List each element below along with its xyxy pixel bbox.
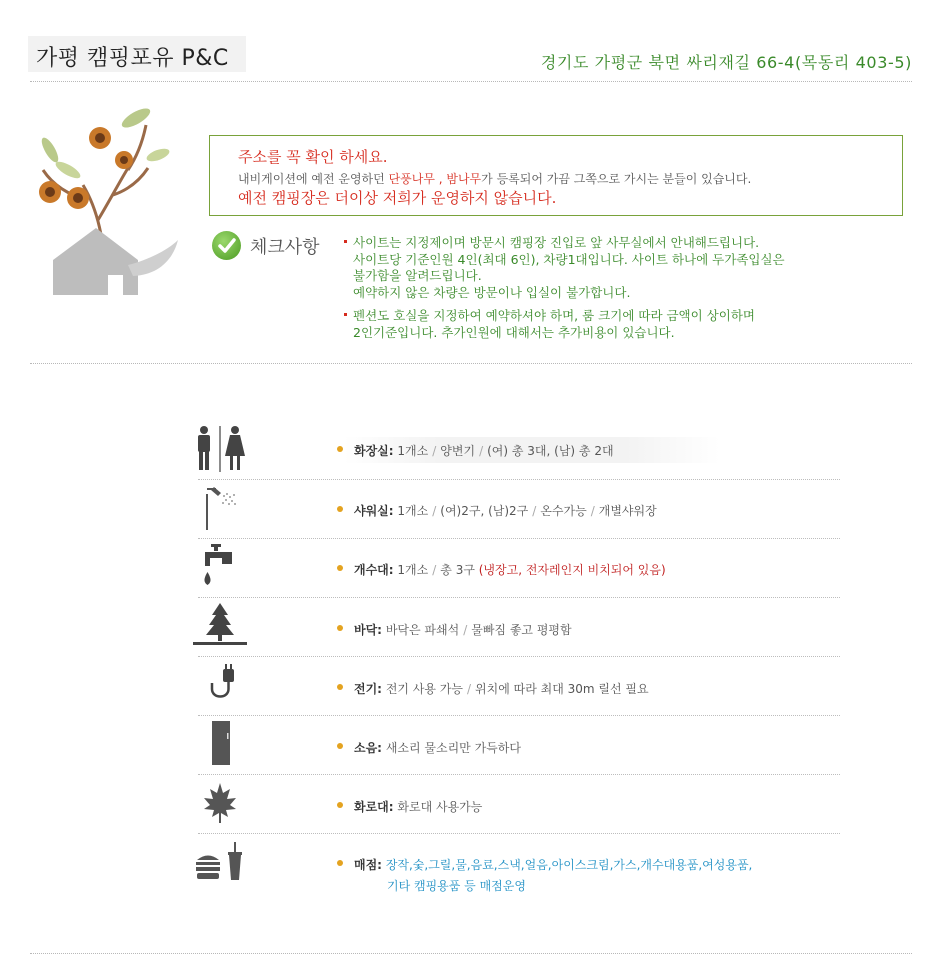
facility-electricity: 전기: 전기 사용 가능 / 위치에 따라 최대 30m 릴선 필요: [354, 682, 649, 696]
facility-detail: 바닥은 파쇄석: [385, 623, 460, 637]
notice-old-sites: 단풍나무 , 밤나무: [388, 172, 482, 186]
store-food-icon: [190, 840, 250, 892]
notice-heading: 주소를 꼭 확인 하세요.: [238, 148, 388, 166]
header-divider: [30, 81, 912, 82]
bullet-dot: [337, 684, 343, 690]
facility-detail: 물빠짐 좋고 평평함: [471, 623, 572, 637]
bullet-dot: [337, 743, 343, 749]
section-divider: [30, 363, 912, 364]
bullet: [344, 313, 347, 316]
tree-icon: [190, 601, 250, 653]
facility-detail: 1개소: [397, 444, 429, 458]
facility-ground: 바닥: 바닥은 파쇄석 / 물빠짐 좋고 평평함: [354, 623, 572, 637]
facility-detail: 위치에 따라 최대 30m 릴선 필요: [475, 682, 649, 696]
bullet-dot: [337, 625, 343, 631]
facility-label: 전기:: [354, 682, 382, 696]
facility-label: 개수대:: [354, 563, 394, 577]
facility-detail: (여)2구, (남)2구: [440, 504, 529, 518]
notice-warning: 예전 캠핑장은 더이상 저희가 운영하지 않습니다.: [238, 189, 557, 207]
bullet-dot: [337, 446, 343, 452]
chestnut-tree-illustration: [28, 100, 188, 300]
facility-detail: 온수가능: [540, 504, 587, 518]
shower-icon: [190, 484, 250, 536]
facility-label: 매점:: [354, 858, 382, 872]
facility-noise: [354, 739, 521, 756]
row-separator: [198, 479, 840, 480]
row-separator: [198, 715, 840, 716]
facility-detail: 새소리 물소리만 가득하다: [385, 741, 521, 755]
facility-label: 바닥:: [354, 623, 382, 637]
checklist-line: 펜션도 호실을 지정하여 예약하셔야 하며, 룸 크기에 따라 금액이 상이하며: [353, 308, 755, 323]
address-text: 경기도 가평군 북면 싸리재길 66-4(목동리 403-5): [540, 53, 912, 72]
facility-label: 화장실:: [354, 444, 394, 458]
bullet-dot: [337, 802, 343, 808]
facility-detail: 장작,숯,그릴,물,음료,스낵,얼음,아이스크림,가스,개수대용품,여성용품,: [385, 858, 753, 872]
row-separator: [198, 538, 840, 539]
plug-icon: [190, 661, 250, 713]
row-separator: [198, 597, 840, 598]
checklist-line: 사이트는 지정제이며 방문시 캠핑장 진입로 앞 사무실에서 안내해드립니다.: [353, 235, 760, 250]
facility-detail: (여) 총 3대, (남) 총 2대: [487, 444, 614, 458]
facility-detail: 양변기: [440, 444, 476, 458]
row-separator: [198, 774, 840, 775]
checklist-item-2: [353, 308, 755, 341]
maple-leaf-icon: [190, 779, 250, 831]
facility-store-line2: [387, 877, 526, 894]
facility-detail: 기타 캠핑용품 등 매점운영: [387, 879, 526, 893]
facility-detail: 총 3구: [440, 563, 475, 577]
row-separator: [198, 656, 840, 657]
bullet: [344, 240, 347, 243]
facility-detail: 화로대 사용가능: [397, 800, 483, 814]
door-icon: [190, 719, 250, 771]
facility-detail: 개별샤워장: [598, 504, 657, 518]
notice-box: [209, 135, 903, 216]
bullet-dot: [337, 565, 343, 571]
checklist-line: 사이트당 기준인원 4인(최대 6인), 차량1대입니다. 사이트 하나에 두가족입실은: [353, 251, 785, 267]
checklist-item-1: [353, 235, 785, 301]
notice-detail-post: 가 등록되어 가끔 그쪽으로 가시는 분들이 있습니다.: [481, 172, 752, 186]
footer-divider: [30, 953, 912, 954]
facility-detail: 1개소: [397, 504, 429, 518]
facility-shower: 샤워실: 1개소 / (여)2구, (남)2구 / 온수가능 / 개별샤워장: [354, 504, 657, 518]
facility-detail: 1개소: [397, 563, 429, 577]
page-title: 가평 캠핑포유 P&C: [36, 46, 229, 71]
facility-note: (냉장고, 전자레인지 비치되어 있음): [478, 563, 666, 577]
bullet-dot: [337, 506, 343, 512]
restroom-icon: [190, 424, 250, 476]
notice-detail: [238, 170, 751, 187]
bullet-dot: [337, 860, 343, 866]
checklist-line: 예약하지 않은 차량은 방문이나 입실이 불가합니다.: [353, 284, 631, 300]
facility-label: 샤워실:: [354, 504, 394, 518]
facility-label: 소음:: [354, 741, 382, 755]
row-separator: [198, 833, 840, 834]
facility-firepit: [354, 798, 482, 815]
checklist-label: 체크사항: [250, 237, 320, 258]
checklist-line: 불가함을 알려드립니다.: [353, 268, 482, 283]
facility-sink: 개수대: 1개소 / 총 3구 (냉장고, 전자레인지 비치되어 있음): [354, 563, 666, 577]
checklist-line: 2인기준입니다. 추가인원에 대해서는 추가비용이 있습니다.: [353, 324, 675, 340]
facility-restroom: 화장실: 1개소 / 양변기 / (여) 총 3대, (남) 총 2대: [354, 444, 614, 458]
facility-detail: 전기 사용 가능: [385, 682, 463, 696]
checkmark-icon: [212, 231, 241, 260]
faucet-icon: [190, 542, 250, 594]
facility-label: 화로대:: [354, 800, 394, 814]
facility-store: [354, 856, 752, 873]
notice-detail-pre: 내비게이션에 예전 운영하던: [238, 172, 389, 186]
